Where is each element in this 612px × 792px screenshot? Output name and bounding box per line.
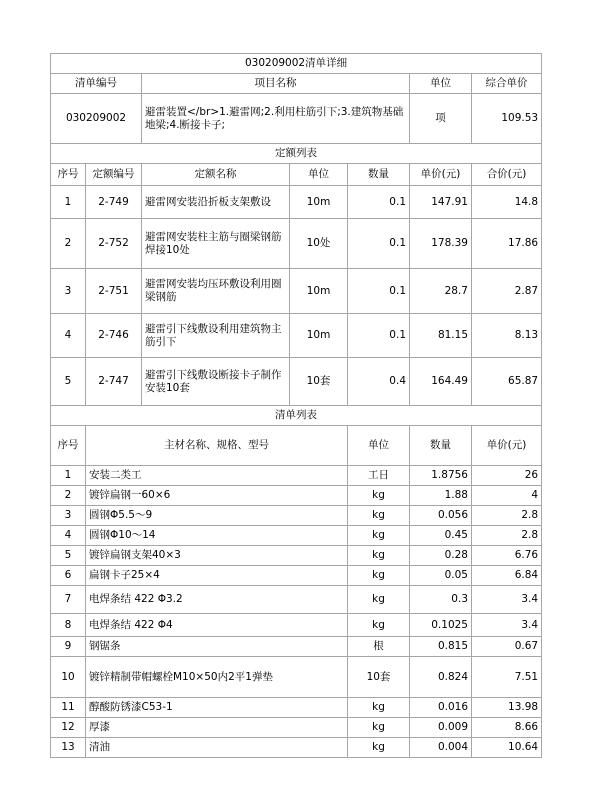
- quota-name: 避雷引下线敷设断接卡子制作安装10套: [142, 358, 290, 406]
- material-no: 6: [51, 566, 86, 586]
- material-price: 8.66: [472, 718, 542, 738]
- quota-price: 147.91: [410, 186, 472, 219]
- quota-code: 2-749: [86, 186, 142, 219]
- quota-price: 178.39: [410, 219, 472, 269]
- quota-no: 1: [51, 186, 86, 219]
- mat-col-name: 主材名称、规格、型号: [86, 426, 348, 466]
- quota-row: [51, 219, 542, 269]
- name-label: 项目名称: [142, 74, 410, 94]
- material-no: 5: [51, 546, 86, 566]
- material-no: 8: [51, 614, 86, 637]
- material-no: 2: [51, 486, 86, 506]
- mat-col-price: 单价(元): [472, 426, 542, 466]
- material-row: [51, 637, 542, 657]
- quota-row: [51, 314, 542, 358]
- material-row: [51, 466, 542, 486]
- material-price: 6.84: [472, 566, 542, 586]
- quota-col-name: 定额名称: [142, 164, 290, 186]
- quota-no: 2: [51, 219, 86, 269]
- quota-no: 4: [51, 314, 86, 358]
- material-name: 清油: [86, 738, 348, 758]
- material-no: 11: [51, 698, 86, 718]
- material-name: 厚漆: [86, 718, 348, 738]
- quota-section-row: [51, 144, 542, 164]
- material-qty: 0.05: [410, 566, 472, 586]
- bill-code: 030209002: [51, 94, 142, 144]
- material-no: 1: [51, 466, 86, 486]
- material-name: 圆钢Φ10～14: [86, 526, 348, 546]
- bill-name: 避雷装置</br>1.避雷网;2.利用柱筋引下;3.建筑物基础地梁;4.断接卡子;: [142, 94, 410, 144]
- material-qty: 0.1025: [410, 614, 472, 637]
- material-row: [51, 566, 542, 586]
- quota-name: 避雷网安装柱主筋与圈梁钢筋焊接10处: [142, 219, 290, 269]
- material-qty: 0.824: [410, 657, 472, 698]
- material-name: 镀锌扁钢支架40×3: [86, 546, 348, 566]
- quota-no: 5: [51, 358, 86, 406]
- material-no: 7: [51, 586, 86, 614]
- quota-col-no: 序号: [51, 164, 86, 186]
- quota-total: 2.87: [472, 269, 542, 314]
- material-qty: 0.3: [410, 586, 472, 614]
- quota-code: 2-752: [86, 219, 142, 269]
- material-unit: kg: [348, 718, 410, 738]
- quota-col-total: 合价(元): [472, 164, 542, 186]
- materials-header-row: [51, 426, 542, 466]
- material-name: 圆钢Φ5.5～9: [86, 506, 348, 526]
- material-price: 3.4: [472, 586, 542, 614]
- mat-col-qty: 数量: [410, 426, 472, 466]
- material-no: 9: [51, 637, 86, 657]
- material-name: 钢锯条: [86, 637, 348, 657]
- quota-code: 2-746: [86, 314, 142, 358]
- material-qty: 0.815: [410, 637, 472, 657]
- quota-price: 81.15: [410, 314, 472, 358]
- material-qty: 0.28: [410, 546, 472, 566]
- material-unit: kg: [348, 698, 410, 718]
- quota-unit: 10m: [290, 269, 348, 314]
- material-row: [51, 738, 542, 758]
- mat-col-no: 序号: [51, 426, 86, 466]
- material-no: 10: [51, 657, 86, 698]
- materials-section-title: 清单列表: [51, 406, 542, 426]
- material-unit: kg: [348, 506, 410, 526]
- quota-qty: 0.1: [348, 186, 410, 219]
- code-label: 清单编号: [51, 74, 142, 94]
- material-name: 扁钢卡子25×4: [86, 566, 348, 586]
- material-unit: kg: [348, 566, 410, 586]
- material-unit: kg: [348, 738, 410, 758]
- material-name: 安装二类工: [86, 466, 348, 486]
- material-qty: 0.009: [410, 718, 472, 738]
- quota-qty: 0.1: [348, 314, 410, 358]
- material-name: 醇酸防锈漆C53-1: [86, 698, 348, 718]
- quota-total: 65.87: [472, 358, 542, 406]
- material-row: [51, 698, 542, 718]
- material-name: 电焊条结 422 Φ3.2: [86, 586, 348, 614]
- material-price: 7.51: [472, 657, 542, 698]
- quota-qty: 0.4: [348, 358, 410, 406]
- material-qty: 1.88: [410, 486, 472, 506]
- quota-unit: 10m: [290, 186, 348, 219]
- material-unit: kg: [348, 486, 410, 506]
- material-unit: 工日: [348, 466, 410, 486]
- material-price: 2.8: [472, 526, 542, 546]
- material-price: 6.76: [472, 546, 542, 566]
- material-name: 镀锌扁钢一60×6: [86, 486, 348, 506]
- material-price: 10.64: [472, 738, 542, 758]
- quota-total: 8.13: [472, 314, 542, 358]
- material-row: [51, 614, 542, 637]
- material-qty: 0.45: [410, 526, 472, 546]
- material-qty: 0.016: [410, 698, 472, 718]
- quota-row: [51, 269, 542, 314]
- quota-unit: 10m: [290, 314, 348, 358]
- unit-label: 单位: [410, 74, 472, 94]
- quota-qty: 0.1: [348, 219, 410, 269]
- material-price: 13.98: [472, 698, 542, 718]
- material-row: [51, 586, 542, 614]
- material-no: 4: [51, 526, 86, 546]
- bill-detail-table: [50, 53, 542, 758]
- material-price: 3.4: [472, 614, 542, 637]
- material-row: [51, 657, 542, 698]
- materials-section-row: [51, 406, 542, 426]
- header-label-row: [51, 74, 542, 94]
- quota-qty: 0.1: [348, 269, 410, 314]
- quota-section-title: 定额列表: [51, 144, 542, 164]
- material-unit: kg: [348, 546, 410, 566]
- material-name: 镀锌精制带帽螺栓M10×50内2平1弹垫: [86, 657, 348, 698]
- quota-price: 164.49: [410, 358, 472, 406]
- material-qty: 1.8756: [410, 466, 472, 486]
- quota-row: [51, 186, 542, 219]
- quota-unit: 10处: [290, 219, 348, 269]
- material-unit: kg: [348, 614, 410, 637]
- material-no: 13: [51, 738, 86, 758]
- material-no: 3: [51, 506, 86, 526]
- material-qty: 0.004: [410, 738, 472, 758]
- material-no: 12: [51, 718, 86, 738]
- material-row: [51, 526, 542, 546]
- material-unit: 10套: [348, 657, 410, 698]
- price-label: 综合单价: [472, 74, 542, 94]
- table-title: 030209002清单详细: [51, 54, 542, 74]
- quota-col-price: 单价(元): [410, 164, 472, 186]
- material-unit: kg: [348, 586, 410, 614]
- material-row: [51, 718, 542, 738]
- bill-unit: 项: [410, 94, 472, 144]
- quota-unit: 10套: [290, 358, 348, 406]
- quota-price: 28.7: [410, 269, 472, 314]
- quota-col-code: 定额编号: [86, 164, 142, 186]
- quota-header-row: [51, 164, 542, 186]
- quota-name: 避雷网安装均压环敷设利用圈梁钢筋: [142, 269, 290, 314]
- quota-total: 17.86: [472, 219, 542, 269]
- material-price: 2.8: [472, 506, 542, 526]
- quota-name: 避雷网安装沿折板支架敷设: [142, 186, 290, 219]
- material-price: 4: [472, 486, 542, 506]
- header-value-row: [51, 94, 542, 144]
- quota-row: [51, 358, 542, 406]
- material-price: 26: [472, 466, 542, 486]
- bill-price: 109.53: [472, 94, 542, 144]
- quota-no: 3: [51, 269, 86, 314]
- quota-name: 避雷引下线敷设利用建筑物主筋引下: [142, 314, 290, 358]
- material-qty: 0.056: [410, 506, 472, 526]
- quota-code: 2-747: [86, 358, 142, 406]
- quota-code: 2-751: [86, 269, 142, 314]
- material-row: [51, 546, 542, 566]
- quota-col-qty: 数量: [348, 164, 410, 186]
- title-row: [51, 54, 542, 74]
- material-unit: kg: [348, 526, 410, 546]
- quota-total: 14.8: [472, 186, 542, 219]
- quota-col-unit: 单位: [290, 164, 348, 186]
- mat-col-unit: 单位: [348, 426, 410, 466]
- material-price: 0.67: [472, 637, 542, 657]
- material-unit: 根: [348, 637, 410, 657]
- material-row: [51, 506, 542, 526]
- material-name: 电焊条结 422 Φ4: [86, 614, 348, 637]
- material-row: [51, 486, 542, 506]
